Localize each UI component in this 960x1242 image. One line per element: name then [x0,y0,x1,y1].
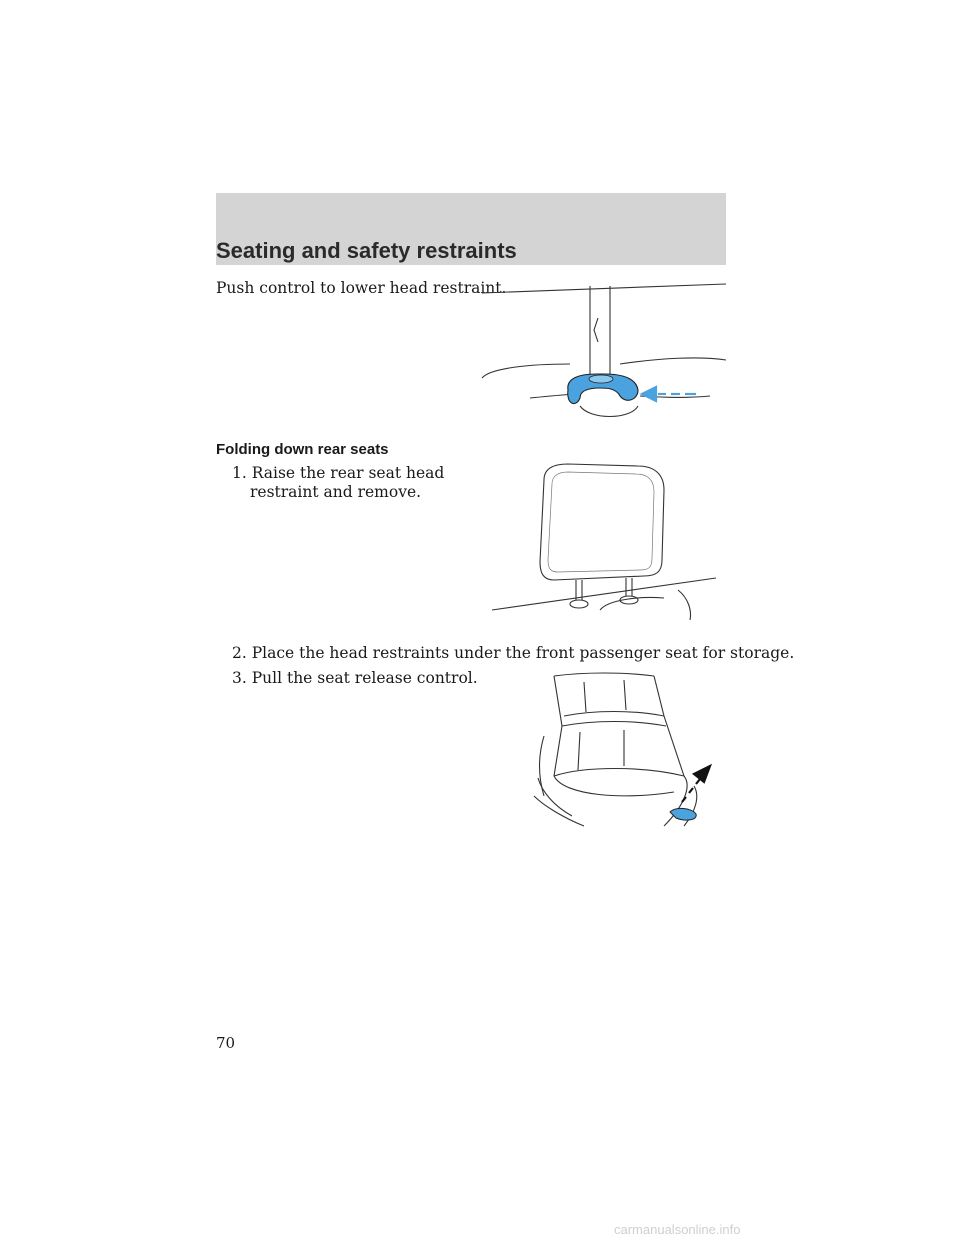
highlighted-control [568,374,638,404]
seat-release-lever [670,808,696,820]
pull-arrow-icon [682,766,710,802]
push-arrow-icon [642,387,696,401]
rear-head-restraint-illustration [488,460,720,620]
intro-text: Push control to lower head restraint. [216,279,507,297]
watermark: carmanualsonline.info [614,1222,741,1237]
step-1-line-2: restraint and remove. [250,483,422,501]
seat-release-illustration [524,666,714,830]
page-number: 70 [216,1034,236,1052]
step-3: 3. Pull the seat release control. [232,669,478,687]
page-title: Seating and safety restraints [216,238,517,263]
section-title: Folding down rear seats [216,441,389,458]
step-1-line-1: 1. Raise the rear seat head [232,464,445,482]
head-restraint-control-illustration [470,278,730,428]
step-2: 2. Place the head restraints under the front passenger seat for storage. [232,644,795,662]
